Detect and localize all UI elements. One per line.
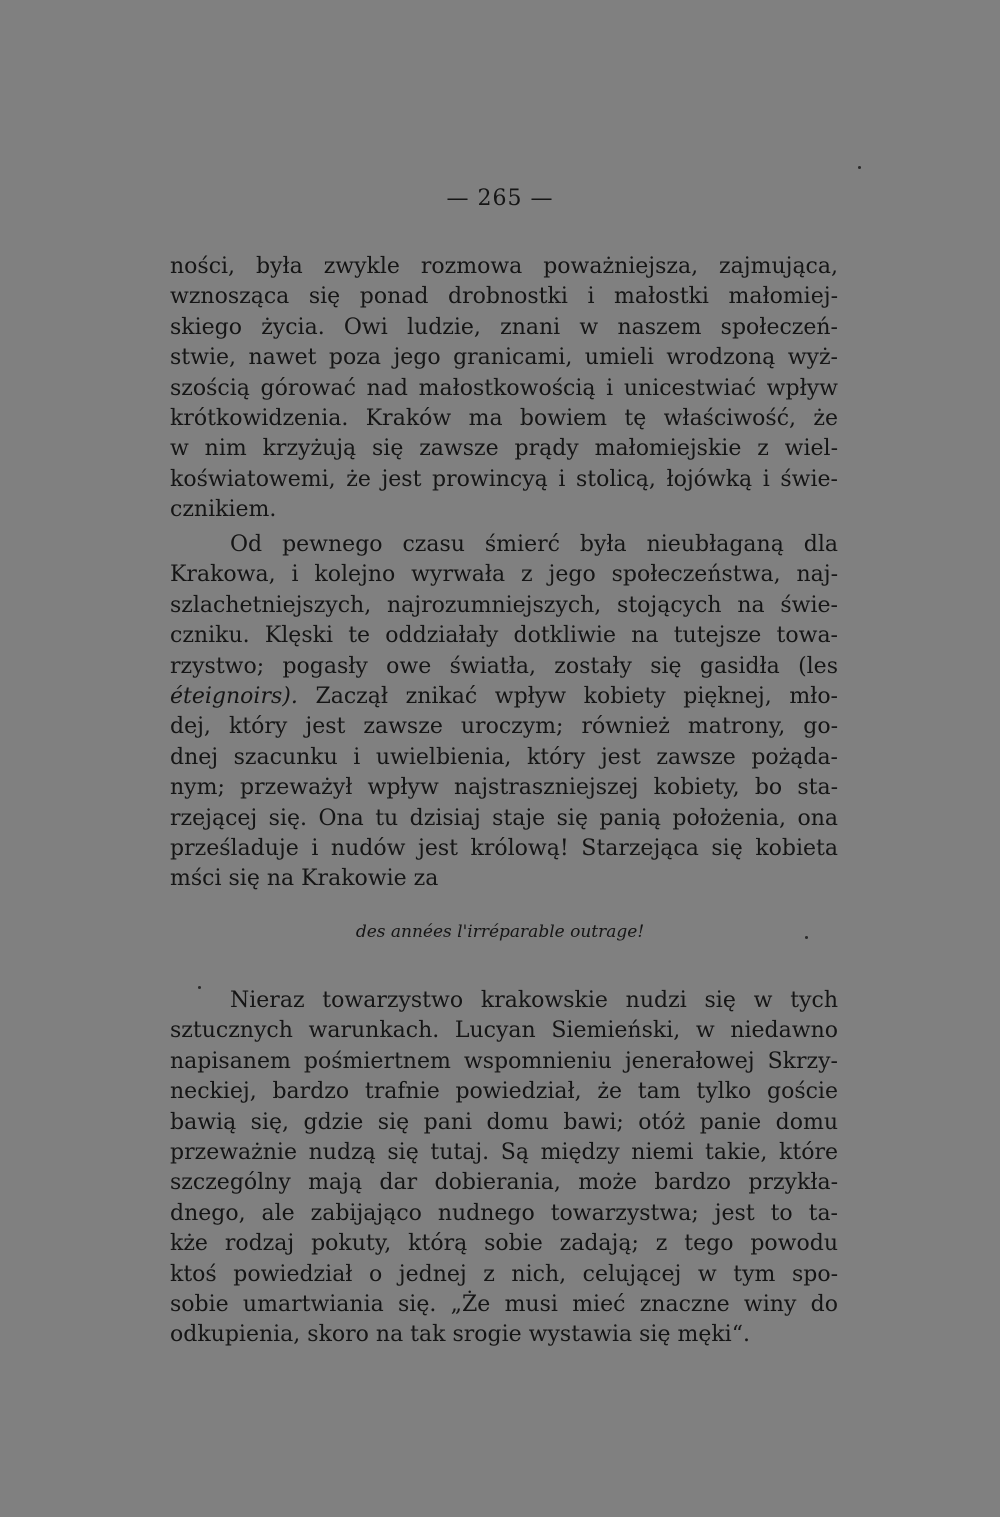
text-line: dnej szacunku i uwielbienia, który jest zawsze pożąda- xyxy=(170,744,838,770)
text-line: sobie umartwiania się. „Że musi mieć znaczne winy do xyxy=(170,1291,838,1317)
text-line: mści się na Krakowie za xyxy=(170,866,439,892)
text-line: wznosząca się ponad drobnostki i małostki małomiej- xyxy=(170,284,838,310)
text-line: cznikiem. xyxy=(170,497,277,523)
text-line: Od pewnego czasu śmierć była nieubłaganą dla xyxy=(230,532,838,557)
text-line: dnego, ale zabijająco nudnego towarzystwa; jest to ta- xyxy=(170,1200,838,1226)
print-speck xyxy=(198,986,201,989)
text-line: kże rodzaj pokuty, którą sobie zadają; z tego powodu xyxy=(170,1231,838,1257)
text-line: dej, który jest zawsze uroczym; również matrony, go- xyxy=(170,714,838,740)
text-line: odkupienia, skoro na tak srogie wystawia się męki“. xyxy=(170,1322,750,1348)
text-line: Nieraz towarzystwo krakowskie nudzi się w tych xyxy=(230,988,838,1013)
text-line: sztucznych warunkach. Lucyan Siemieński, w niedawno xyxy=(170,1018,838,1044)
text-line: bawią się, gdzie się pani domu bawi; otóż panie domu xyxy=(170,1109,838,1135)
text-line: stwie, nawet poza jego granicami, umieli wrodzoną wyż- xyxy=(170,345,838,371)
text-line: rzystwo; pogasły owe światła, zostały się gasidła (les xyxy=(170,653,838,679)
text-line: napisanem pośmiertnem wspomnieniu jenerałowej Skrzy- xyxy=(170,1048,838,1074)
text-line: szością górować nad małostkowością i unicestwiać wpływ xyxy=(170,375,838,401)
paragraph-3 xyxy=(170,986,838,1351)
text-line: w nim krzyżują się zawsze prądy małomiejskie z wiel- xyxy=(170,436,838,462)
text-line: nym; przeważył wpływ najstraszniejszej kobiety, bo sta- xyxy=(170,775,838,801)
text-line: rzejącej się. Ona tu dzisiaj staje się panią położenia, ona xyxy=(170,805,838,831)
text-line-mixed xyxy=(170,682,838,712)
text-line: koświatowemi, że jest prowincyą i stolicą, łojówką i świe- xyxy=(170,466,838,492)
text-line: ktoś powiedział o jednej z nich, celującej w tym spo- xyxy=(170,1261,838,1287)
paragraph-2 xyxy=(170,530,838,895)
text-line: neckiej, bardzo trafnie powiedział, że tam tylko goście xyxy=(170,1079,838,1105)
italic-phrase: éteignoirs). xyxy=(170,683,298,709)
text-line: szczególny mają dar dobierania, może bardzo przykła- xyxy=(170,1170,838,1196)
text-line: Krakowa, i kolejno wyrwała z jego społeczeństwa, naj- xyxy=(170,562,838,588)
text-line: czniku. Klęski te oddziałały dotkliwie na tutejsze towa- xyxy=(170,623,838,649)
text-line: prześladuje i nudów jest królową! Starzejąca się kobieta xyxy=(170,835,838,861)
text-line: ności, była zwykle rozmowa poważniejsza, zajmująca, xyxy=(170,254,838,279)
page-number: — 265 — xyxy=(446,186,554,211)
text-line: szlachetniejszych, najrozumniejszych, stojących na świe- xyxy=(170,592,838,618)
paragraph-1 xyxy=(170,252,838,526)
text-line: krótkowidzenia. Kraków ma bowiem tę właściwość, że xyxy=(170,405,838,431)
text-line: przeważnie nudzą się tutaj. Są między niemi takie, które xyxy=(170,1139,838,1165)
text-line: skiego życia. Owi ludzie, znani w naszem społeczeń- xyxy=(170,314,838,340)
french-quote: des années l'irréparable outrage! xyxy=(355,922,645,942)
print-speck xyxy=(858,166,861,169)
text-fragment: Zaczął znikać wpływ kobiety pięknej, mło- xyxy=(297,683,838,709)
print-speck xyxy=(805,936,808,939)
